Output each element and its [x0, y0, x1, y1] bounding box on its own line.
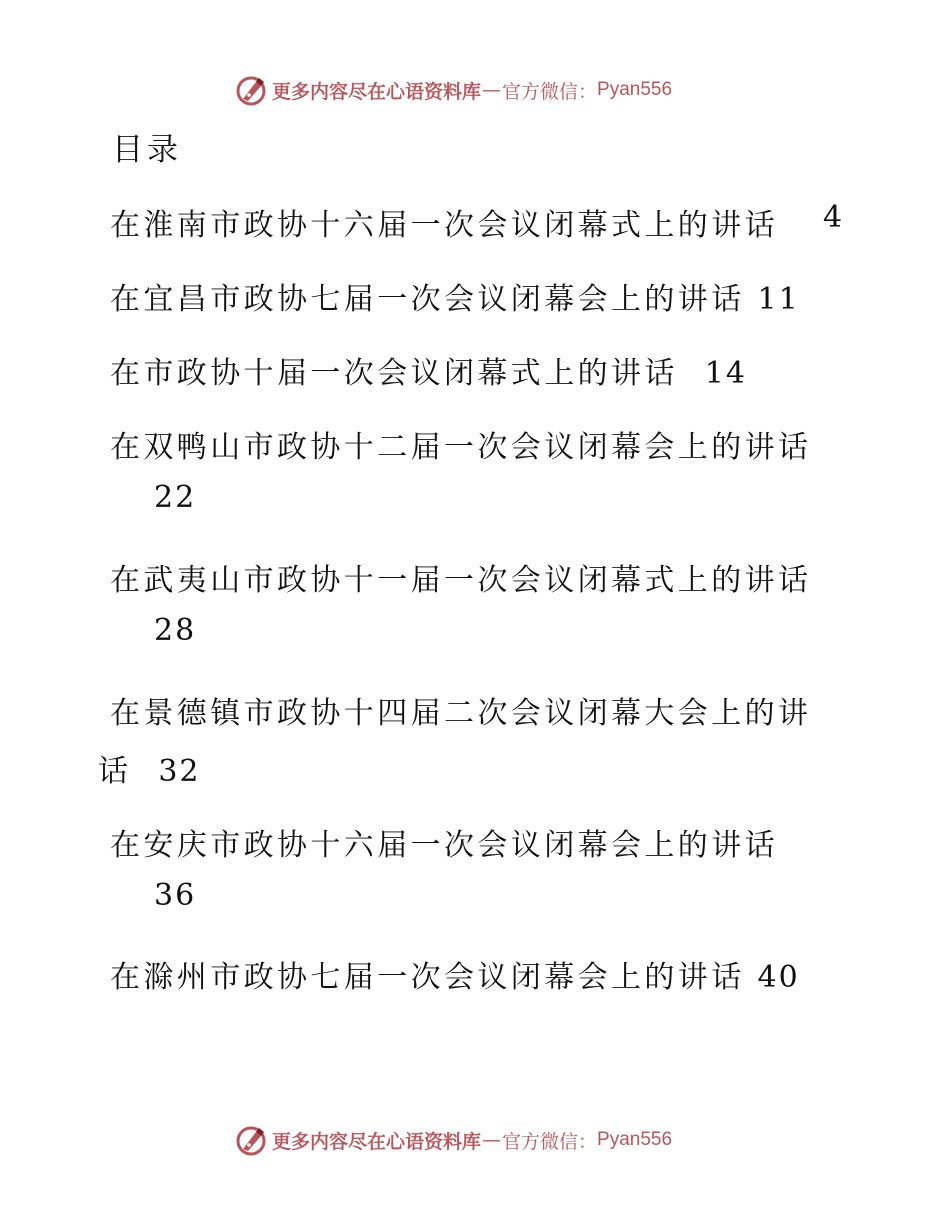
banner-wechat-id: Pyan556 — [597, 79, 673, 100]
toc-heading: 目录 — [112, 132, 182, 168]
toc-entry-continuation — [98, 746, 201, 790]
banner-separator: — — [482, 1129, 502, 1151]
banner-wechat-label: 官方微信： — [502, 1130, 598, 1153]
toc-entry-page: 40 — [757, 960, 800, 995]
toc-entry-page: 11 — [757, 282, 800, 317]
toc-entry[interactable] — [110, 348, 747, 392]
toc-entry-title: 在双鸭山市政协十二届一次会议闭幕会上的讲话 — [110, 430, 812, 465]
toc-entry[interactable] — [110, 200, 845, 244]
toc-entry[interactable] — [98, 688, 812, 789]
toc-entry-page: 4 — [823, 200, 845, 235]
banner-separator: — — [482, 79, 502, 101]
toc-entry[interactable] — [110, 274, 800, 318]
toc-entry-page: 22 — [154, 480, 197, 515]
toc-entry-title: 在安庆市政协十六届一次会议闭幕会上的讲话 — [110, 828, 778, 863]
toc-entry-title: 在市政协十届一次会议闭幕式上的讲话 — [110, 356, 678, 391]
toc-entry-page: 14 — [704, 356, 747, 391]
banner-tagline: 更多内容尽在心语资料库 — [272, 80, 482, 103]
banner-wechat-id: Pyan556 — [597, 1129, 673, 1150]
toc-entry-title: 在淮南市政协十六届一次会议闭幕式上的讲话 — [110, 208, 778, 243]
toc-entry-page: 32 — [158, 754, 201, 789]
toc-entry-title: 在景德镇市政协十四届二次会议闭幕大会上的讲 — [110, 696, 812, 731]
toc-entry[interactable] — [110, 422, 812, 515]
banner-wechat-label: 官方微信： — [502, 80, 598, 103]
toc-entry[interactable] — [110, 555, 812, 648]
toc-entry-title: 在滁州市政协七届一次会议闭幕会上的讲话 — [110, 960, 745, 995]
pen-nib-logo-icon — [234, 73, 268, 107]
toc-entry-page: 28 — [154, 613, 197, 648]
toc-entry-title: 在宜昌市政协七届一次会议闭幕会上的讲话 — [110, 282, 745, 317]
footer-banner — [234, 1122, 672, 1158]
header-banner — [234, 72, 672, 108]
pen-nib-logo-icon — [234, 1123, 268, 1157]
toc-entry-page: 36 — [154, 878, 197, 913]
toc-entry[interactable] — [110, 952, 800, 996]
toc-entry[interactable] — [110, 820, 778, 913]
banner-tagline: 更多内容尽在心语资料库 — [272, 1130, 482, 1153]
toc-entry-title-cont: 话 — [98, 754, 132, 789]
toc-entry-title: 在武夷山市政协十一届一次会议闭幕式上的讲话 — [110, 563, 812, 598]
